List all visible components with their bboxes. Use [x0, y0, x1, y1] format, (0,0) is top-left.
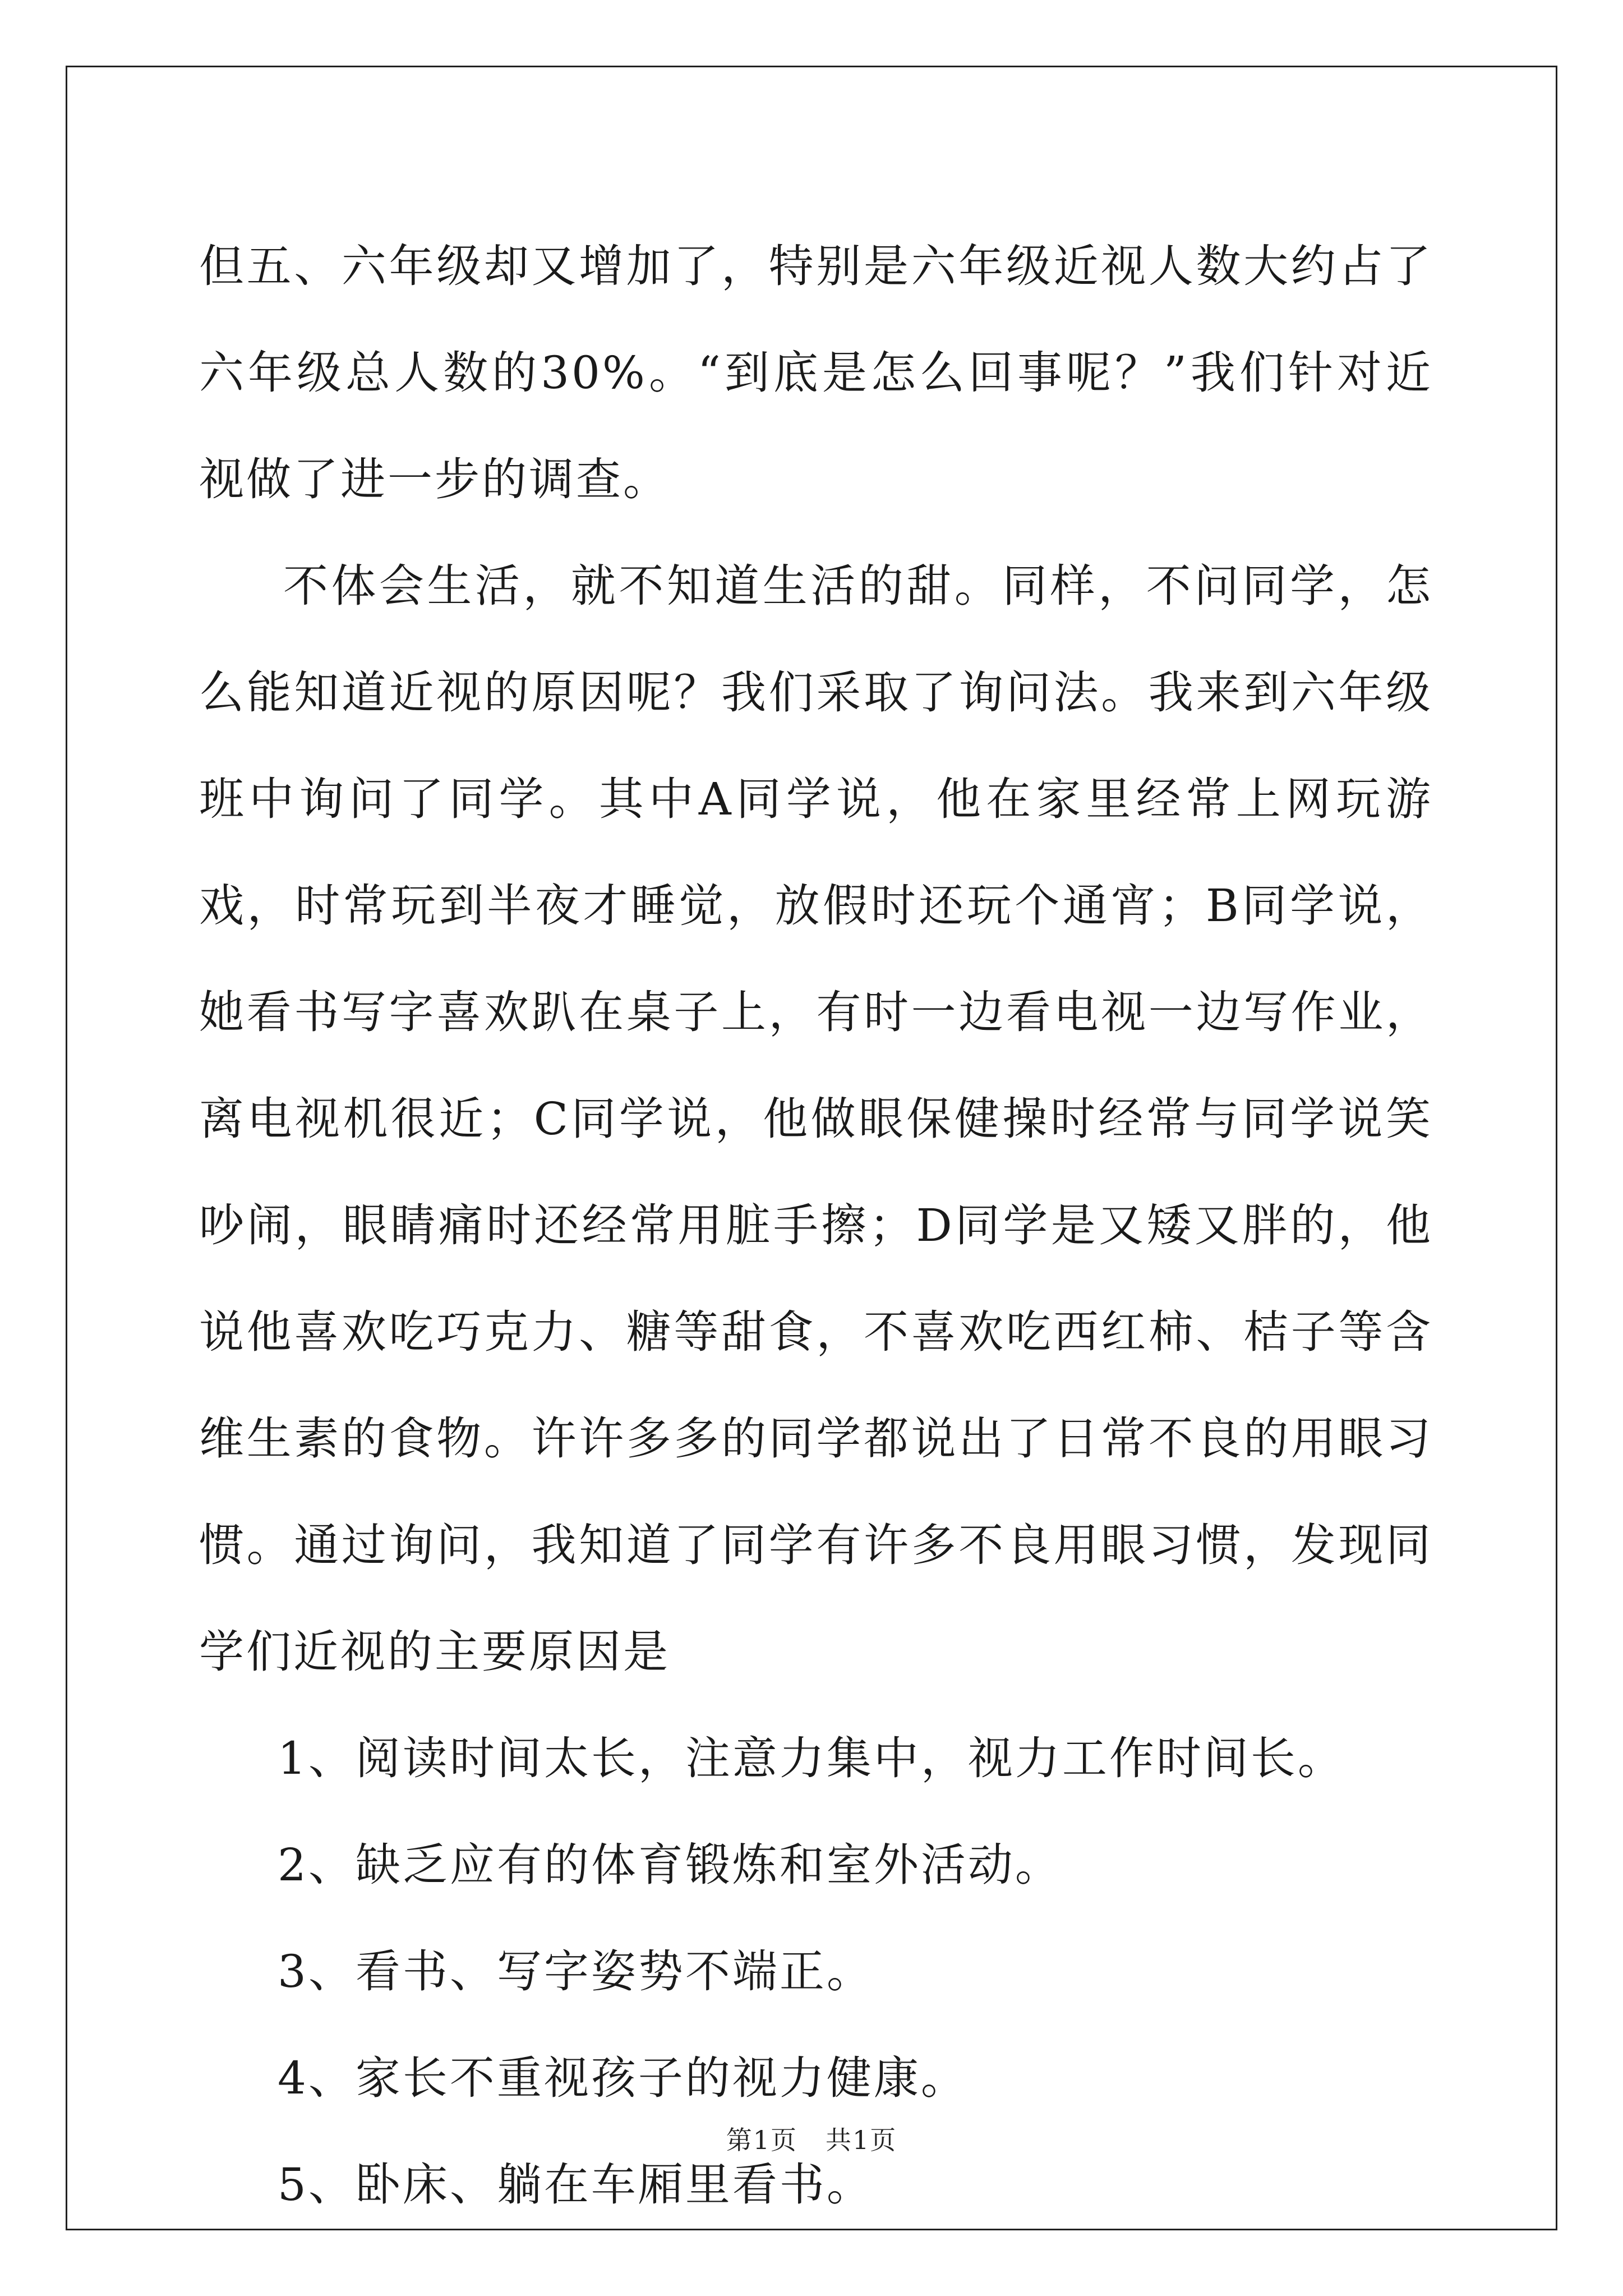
- paragraph-2: 不体会生活，就不知道生活的甜。同样，不问同学，怎么能知道近视的原因呢？我们采取了询问法。我来到六年级班中询问了同学。其中A同学说，他在家里经常上网玩游戏，时常玩到半夜才睡觉，放假时还玩个通宵；B同学说，她看书写字喜欢趴在桌子上，有时一边看电视一边写作业，离电视机很近；C同学说，他做眼保健操时经常与同学说笑吵闹，眼睛痛时还经常用脏手擦；D同学是又矮又胖的，他说他喜欢吃巧克力、糖等甜食，不喜欢吃西红柿、桔子等含维生素的食物。许许多多的同学都说出了日常不良的用眼习惯。通过询问，我知道了同学有许多不良用眼习惯，发现同学们近视的主要原因是: [199, 560, 1433, 1678]
- list-item: 1、阅读时间太长，注意力集中，视力工作时间长。: [278, 1732, 1345, 1784]
- list-item: 3、看书、写字姿势不端正。: [278, 1945, 874, 1998]
- list-item: 4、家长不重视孩子的视力健康。: [278, 2052, 968, 2104]
- list-item: 5、卧床、躺在车厢里看书。: [278, 2159, 874, 2211]
- page-footer: [0, 2123, 1623, 2157]
- list-item: 2、缺乏应有的体育锻炼和室外活动。: [278, 1839, 1062, 1891]
- page-number-total: 共1页: [826, 2125, 897, 2155]
- page-number-current: 第1页: [726, 2125, 797, 2155]
- document-body: [199, 213, 1433, 2238]
- cause-list: [199, 1705, 1433, 2238]
- paragraph-1: 但五、六年级却又增加了，特别是六年级近视人数大约占了六年级总人数的30%。“到底是怎么回事呢？”我们针对近视做了进一步的调查。: [199, 240, 1433, 505]
